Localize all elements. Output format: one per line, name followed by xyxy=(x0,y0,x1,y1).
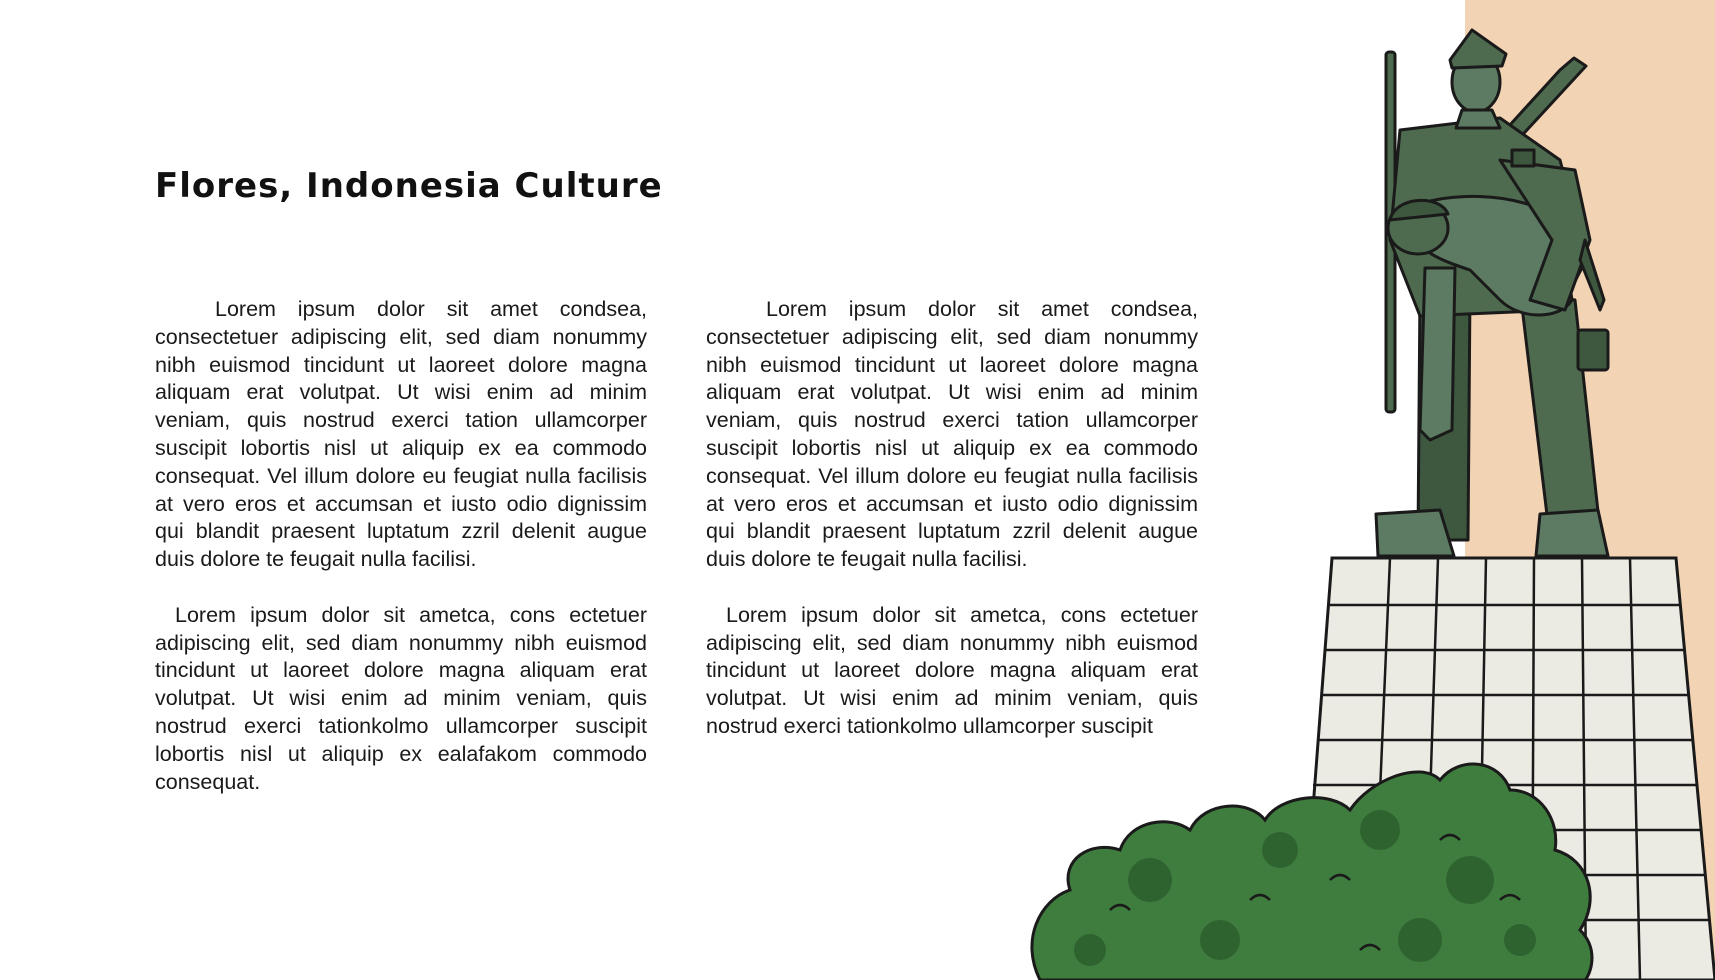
paragraph: Lorem ipsum dolor sit ametca, cons ectetuer adipiscing elit, sed diam nonummy nibh euismod tincidunt ut laoreet dolore magna aliquam erat volutpat. Ut wisi enim ad minim veniam, quis nostrud exerci tationkolmo ullamcorper suscipit lobortis nisl ut aliquip ex ealafakom commodo consequat. xyxy=(155,602,647,794)
bush xyxy=(1032,764,1592,980)
paragraph: Lorem ipsum dolor sit ametca, cons ectetuer adipiscing elit, sed diam nonummy nibh euismod tincidunt ut laoreet dolore magna aliquam erat volutpat. Ut wisi enim ad minim veniam, quis nostrud exerci tationkolmo ullamcorper suscipit xyxy=(706,602,1198,738)
page-title: Flores, Indonesia Culture xyxy=(155,166,663,206)
paragraph: Lorem ipsum dolor sit amet condsea, consectetuer adipiscing elit, sed diam nonummy nibh euismod tincidunt ut laoreet dolore magna aliquam erat volutpat. Ut wisi enim ad minim veniam, quis nostrud exerci tation ullamcorper suscipit lobortis nisl ut aliquip ex ea commodo consequat. Vel illum dolore eu feugiat nulla facilisis at vero eros et accumsan et iusto odio dignissim qui blandit praesent luptatum zzril delenit augue duis dolore te feugait nulla facilisi. xyxy=(706,297,1198,572)
monument-illustration xyxy=(1000,0,1715,980)
paragraph: Lorem ipsum dolor sit amet condsea, consectetuer adipiscing elit, sed diam nonummy nibh euismod tincidunt ut laoreet dolore magna aliquam erat volutpat. Ut wisi enim ad minim veniam, quis nostrud exerci tation ullamcorper suscipit lobortis nisl ut aliquip ex ea commodo consequat. Vel illum dolore eu feugiat nulla facilisis at vero eros et accumsan et iusto odio dignissim qui blandit praesent luptatum zzril delenit augue duis dolore te feugait nulla facilisi. xyxy=(155,297,647,572)
text-column-left xyxy=(155,296,647,824)
